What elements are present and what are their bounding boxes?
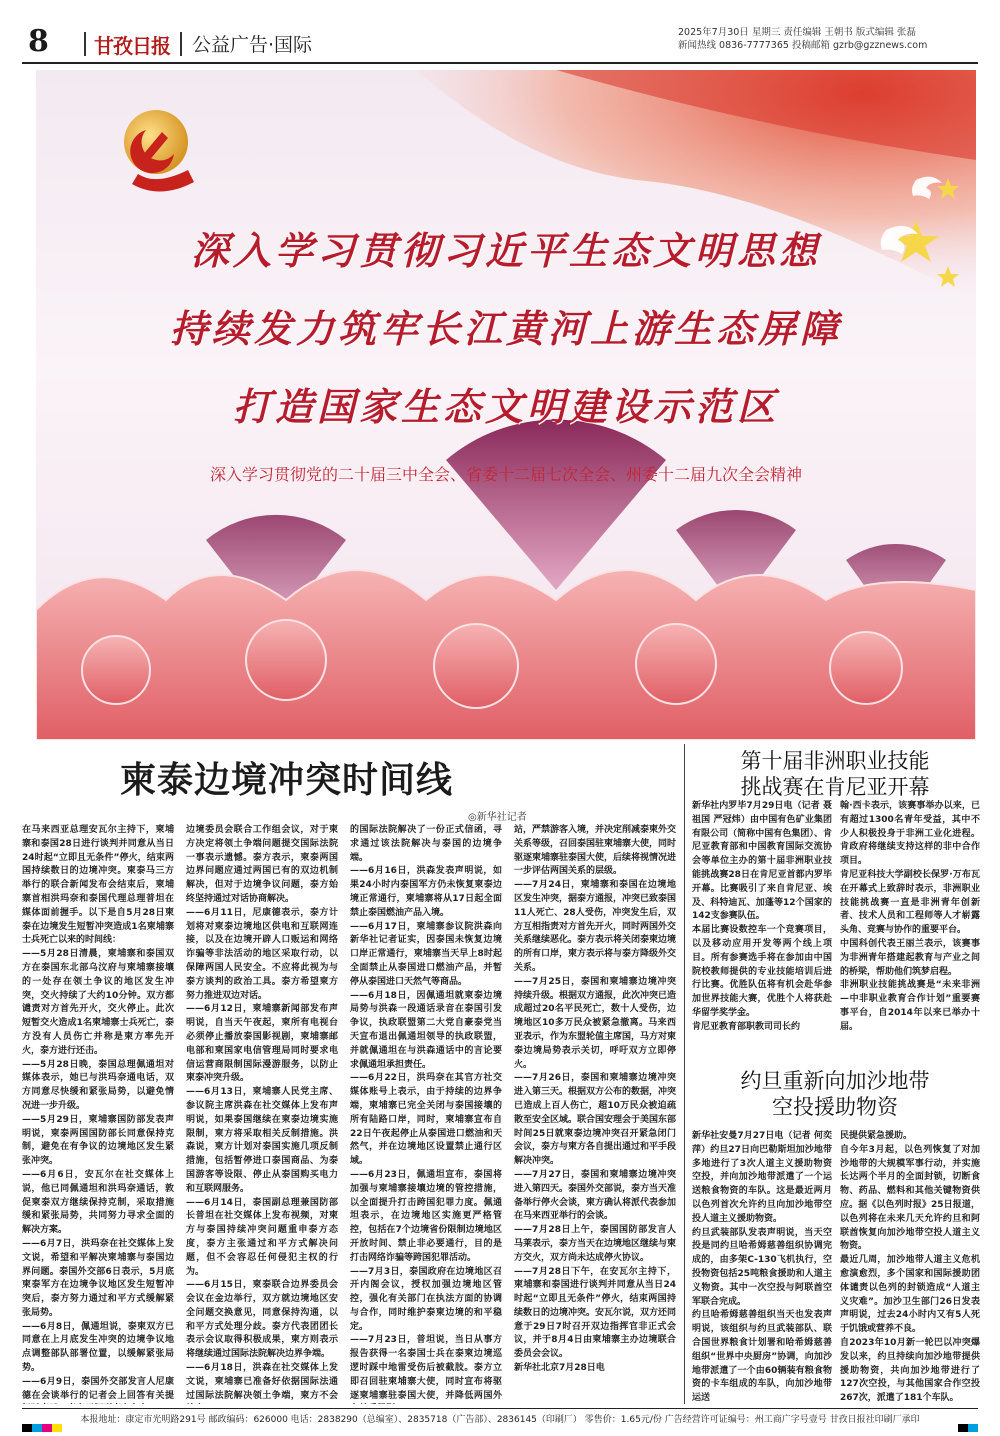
color-registration-mark — [32, 1424, 42, 1432]
color-registration-mark — [42, 1424, 52, 1432]
article-column: 的国际法院解决了一份正式信函，寻求通过该法院解决与泰国的边境争端。 ——6月16日，洪森发表声明说，如果24小时内泰国军方仍未恢复柬泰边境正常通行，柬埔寨将从17日起全面禁止泰国燃油产品入境。 ——6月17日，柬埔寨参议院洪森向新华社记者证实，因泰国未恢复边境口岸正常通行，柬埔寨当天早上8时起全面禁止从泰国进口燃油产品，并暂停从泰国进口天然气等商品。 ——6月18日，因佩通坦就柬泰边境局势与洪森一段通话录音在泰国引发争议，执政联盟第二大党自豪泰党当天宣布退出佩通坦领导的执政联盟，并就佩通坦在与洪森通话中的言论要求佩通坦承担责任。 ——6月22日，洪玛奈在其官方社交媒体账号上表示，由于持续的边界争端，柬埔寨已完全关闭与泰国接壤的所有陆路口岸，同时，柬埔寨宣布自22日午夜起停止从泰国进口燃油和天然气，并在边境地区设置禁止通行区域。 ——6月23日，佩通坦宣布，泰国将加强与柬埔寨接壤边境的管控措施，以全面提升打击跨国犯罪力度。佩通坦表示，在边境地区实施更严格管控，包括在7个边境省份限制边境地区开放时间、禁止非必要通行，目的是打击网络诈骗等跨国犯罪活动。 ——7月3日，泰国政府在边境地区召开内阁会议，授权加强边境地区管控，强化有关部门在执法方面的协调与合作，同时维护泰柬边境的和平稳定。 ——7月23日，普坦说，当日从事方报告获得一名泰国士兵在泰柬边境巡逻时踩中地雷受伤后被截肢。泰方立即召回驻柬埔寨大使，同时宣布将驱逐柬埔寨驻泰国大使，并降低两国外 — [350, 825, 502, 1401]
column-rule — [684, 744, 685, 1404]
banner-slogan-line1: 深入学习贯彻习近平生态文明思想 — [190, 228, 821, 273]
africa-column: 新华社内罗毕7月29日电（记者 聂祖国 严冠炜）由中国有色矿业集团有限公司（简称中国有色集团）、肯尼亚教育部和中国教育国际交流协会等单位主办的第十届非洲职业技能挑战赛28日在肯尼亚首都内罗毕开幕。比赛吸引了来自肯尼亚、埃及、科特迪瓦、加蓬等12个国家的142支参赛队伍。 本届比赛设数控车一个竞赛项目，以及移动应用开发等两个线上项目。所有参赛选手将在参加由中国院校教师提供的专业技能培训后进行比赛。优胜队伍将有机会赴华参加世界技能大赛，优胜个人将获赴华留学奖学金。 肯尼亚教育部职教司司长约 — [692, 801, 832, 1032]
color-registration-mark — [968, 1424, 978, 1432]
party-emblem-icon — [124, 110, 194, 192]
gaza-column: 新华社安曼7月27日电（记者 何奕萍）约旦27日向巴勒斯坦加沙地带多地进行了3次人道主义援助物资空投，并向加沙地带派遣了一个运送粮食物资的车队。这是最近两月以色列首次允许约旦向加沙地带空投人道主义援助物资。 约旦武装部队发表声明说，当天空投是同约旦哈希姆慈善组织协调完成的，由多架C-130飞机执行，空投物资包括25吨粮食援助和人道主义物资。其中一次空投与阿联酋空军联合完成。 约旦哈希姆慈善组织当天也发表声明说，该组织与约旦武装部队、联合国世界粮食计划署和哈希姆慈善组织“世界中央厨房”协调，向加沙地带派遣了一个由60辆装有粮食物资的卡车组成的车队，向加沙地带运送 — [692, 1131, 832, 1404]
page-footer — [22, 1408, 978, 1425]
color-registration-mark — [958, 1424, 968, 1432]
edition-contact: 新闻热线 0836-7777365 投稿邮箱 gzrb@gzznews.com — [678, 40, 928, 51]
africa-column: 翰·西卡表示，该赛事举办以来，已有超过1300名青年受益，其中不少人积极投身于非洲工业化进程。肯政府将继续支持这样的非中合作项目。 肯尼亚科技大学副校长保罗·万布瓦在开幕式上致辞时表示，非洲职业技能挑战赛一直是非洲青年创新者、技术人员和工程师等人才崭露头角、竞赛与协作的重要平台。 中国科创代表王丽兰表示，该赛事为非洲青年搭建起教育与产业之间的桥梁，帮助他们筑梦启程。 非洲职业技能挑战赛是“未来非洲—中非职业教育合作计划”重要赛事平台，自2014年以来已举办十届。 — [840, 801, 980, 1032]
page-number: 8 — [28, 24, 49, 59]
gaza-column: 民提供紧急援助。 自今年3月起，以色列恢复了对加沙地带的大规模军事行动，并实施长达两个半月的全面封锁，切断食物、药品、燃料和其他关键物资供应。据《以色列时报》25日报道，以色列将在未来几天允许约旦和阿联酋恢复向加沙地带空投人道主义物资。 最近几周，加沙地带人道主义危机愈演愈烈，多个国家和国际援助团体谴责以色列的封锁造成“人道主义灾难”。加沙卫生部门26日发表声明说，过去24小时内又有5人死于饥饿或营养不良。 自2023年10月新一轮巴以冲突爆发以来，约旦持续向加沙地带提供援助物资，共向加沙地带进行了127次空投，与其他国家合作空投267次，派遣了181个车队。 — [840, 1131, 980, 1404]
article-column: 在马来西亚总理安瓦尔主持下，柬埔寨和泰国28日进行谈判并同意从当日24时起“立即且无条件”停火，结束两国持续数日的边境冲突。柬泰马三方举行的联合新闻发布会结束后，柬埔寨首相洪玛奈和泰国代理总理普坦在媒体面前握手。以下是自5月28日柬泰在边境发生短暂冲突造成1名柬埔寨士兵死亡以来的时间线： ——5月28日清晨，柬埔寨和泰国双方在泰国东北部乌汶府与柬埔寨接壤的一处存在领土争议的地区发生冲突，交火持续了大约10分钟。双方都谴责对方首先开火，交火停止。此次短暂交火造成1名柬埔寨士兵死亡，泰方没有人员伤亡并称是柬方率先开火，泰方进行还击。 ——5月28日晚，泰国总理佩通坦对媒体表示，她已与洪玛奈通电话，双方同意尽快缓和紧张局势，以避免情况进一步升级。 ——5月29日，柬埔寨国防部发表声明说，柬泰两国国防部长同意保持克制，避免在有争议的边境地区发生紧张冲突。 ——6月6日，安瓦尔在社交媒体上说，他已同佩通坦和洪玛奈通话，敦促柬泰双方继续保持克制，采取措施缓和紧张局势，共同努力寻求全面的解决方案。 ——6月7日，洪玛奈在社交媒体上发文说，希望和平解决柬埔寨与泰国边界问题。泰国外交部6日表示，5月底柬泰军方在边境争议地区发生短暂冲突后，泰方努力通过和平方式缓解紧张局势。 ——6月8日，佩通坦说，泰柬双方已同意在上月底发生冲突的边境争议地点调整部队部署位置，以缓解紧张局势。 ——6月9日，泰国外交部发言人尼康德在会谈举行的记者会上回答有关提 — [22, 825, 174, 1401]
section-title: 公益广告·国际 — [192, 34, 313, 56]
banner-slogan-line3: 打造国家生态文明建设示范区 — [232, 384, 779, 429]
masthead-logo: 甘孜日报 — [94, 34, 170, 58]
edition-info — [678, 26, 978, 52]
byline: ◎新华社记者 — [468, 812, 527, 823]
africa-headline — [690, 748, 980, 800]
gaza-headline-line1: 约旦重新向加沙地带 — [740, 1069, 930, 1093]
footer-info: 本报地址：康定市光明路291号 邮政编码：626000 电话：2838290（总编室）、2835718（广告部）、2836145（印刷厂） 零售价：1.65元/份 广告经营许可证编号：州工商广字号壹号 甘孜日报社印刷厂承印 — [80, 1415, 920, 1425]
divider — [180, 32, 182, 56]
main-headline: 柬泰边境冲突时间线 — [120, 760, 454, 801]
page-header — [22, 22, 978, 64]
africa-headline-line1: 第十届非洲职业技能 — [740, 749, 930, 773]
edition-date-editors: 2025年7月30日 星期三 责任编辑 王朝书 版式编辑 张磊 — [678, 27, 916, 38]
color-registration-mark — [52, 1424, 62, 1432]
auspicious-cloud-icon — [36, 570, 976, 740]
banner-subtitle: 深入学习贯彻党的二十届三中全会、省委十二届七次全会、州委十二届九次全会精神 — [209, 465, 802, 484]
color-registration-mark — [22, 1424, 32, 1432]
public-service-banner — [36, 70, 976, 740]
africa-headline-line2: 挑战赛在肯尼亚开幕 — [740, 775, 930, 799]
article-column: 边境委员会联合工作组会议，对于柬方决定将领土争端问题提交国际法院一事表示遗憾。泰方表示，柬泰两国边界问题应通过两国已有的双边机制解决，但对于边境争议问题，泰方始终坚持通过对话协商解决。 ——6月11日，尼康德表示，泰方计划将对柬泰边境地区供电和互联网连接，以及在边境开辟人口贩运和网络诈骗等非法活动的地区采取行动，以保障两国人民安全。不应将此视为与泰方谈判的政治工具。泰方希望柬方努力推进双边对话。 ——6月12日，柬埔寨新闻部发布声明说，自当天午夜起，柬所有电视台必须停止播放泰国影视剧，柬埔寨邮电部和柬国家电信管理局同时要求电信运营商限制国际漫游服务，以防止柬泰冲突升级。 ——6月13日，柬埔寨人民党主席、参议院主席洪森在社交媒体上发布声明说，如果泰国继续在柬泰边境实施限制，柬方将采取相关反制措施。洪森说，柬方计划对泰国实施几项反制措施，包括暂停进口泰国商品、为泰国游客等设限、停止从泰国购买电力和互联网服务。 ——6月14日，泰国副总理兼国防部长普坦在社交媒体上发布视频，对柬方与泰国持续冲突问题重申泰方态度，泰方主张通过和平方式解决问题，但不会容忍任何侵犯主权的行为。 ——6月15日，柬泰联合边界委员会会议在金边举行，双方就边境地区安全问题交换意见，同意保持沟通，以和平方式处理分歧。泰方代表团团长表示会议取得积极成果，柬方则表示将继续通过国际法院解决边界争端。 ——6月18日，洪森在社交媒体上发文说，柬埔寨已准备好依据国际法通过国际法院解决领土争端，柬方不会 — [186, 825, 338, 1401]
gaza-headline-line2: 空投援助物资 — [772, 1095, 898, 1119]
banner-slogan-line2: 持续发力筑牢长江黄河上游生态屏障 — [169, 306, 842, 351]
gaza-headline — [690, 1068, 980, 1120]
divider — [84, 32, 86, 56]
article-column: 站，严禁游客入境，并决定削减泰柬外交关系等级，召回泰国驻柬埔寨大使，同时驱逐柬埔寨驻泰国大使，后续将视情况进一步评估两国关系的层级。 ——7月24日，柬埔寨和泰国在边境地区发生冲突，据泰方通报，冲突已致泰国11人死亡、28人受伤，冲突发生后，双方互相指责对方首先开火，同时两国外交关系继续恶化。泰方表示将关闭泰柬边境的所有口岸，柬方表示将与泰方降级外交关系。 ——7月25日，泰国和柬埔寨边境冲突持续升级。根据双方通报，此次冲突已造成超过20名平民死亡，数十人受伤，边境地区10多万民众被紧急撤离。马来西亚表示，作为东盟轮值主席国，马方对柬泰边境局势表示关切，呼吁双方立即停火。 ——7月26日，泰国和柬埔寨边境冲突进入第三天。根据双方公布的数据，冲突已造成上百人伤亡，超10万民众被迫疏散至安全区域。联合国安理会于美国东部时间25日就柬泰边境冲突召开紧急闭门会议，泰方与柬方各自提出通过和平手段解决冲突。 ——7月27日，泰国和柬埔寨边境冲突进入第四天。泰国外交部说，泰方当天准备举行停火会谈，柬方确认将派代表参加在马来西亚举行的会谈。 ——7月28日上午，泰国国防部发言人马莱表示，泰方当天在边境地区继续与柬方交火，双方尚未达成停火协议。 ——7月28日下午，在安瓦尔主持下，柬埔寨和泰国进行谈判并同意从当日24时起“立即且无条件”停火，结束两国持续数日的边境冲突。安瓦尔说，双方还同意于29日7时召开双边指挥官非正式会议，并于8月4日由柬埔寨主办边境联合委员会会议。 新华社北京7月28日电 — [514, 825, 676, 1374]
